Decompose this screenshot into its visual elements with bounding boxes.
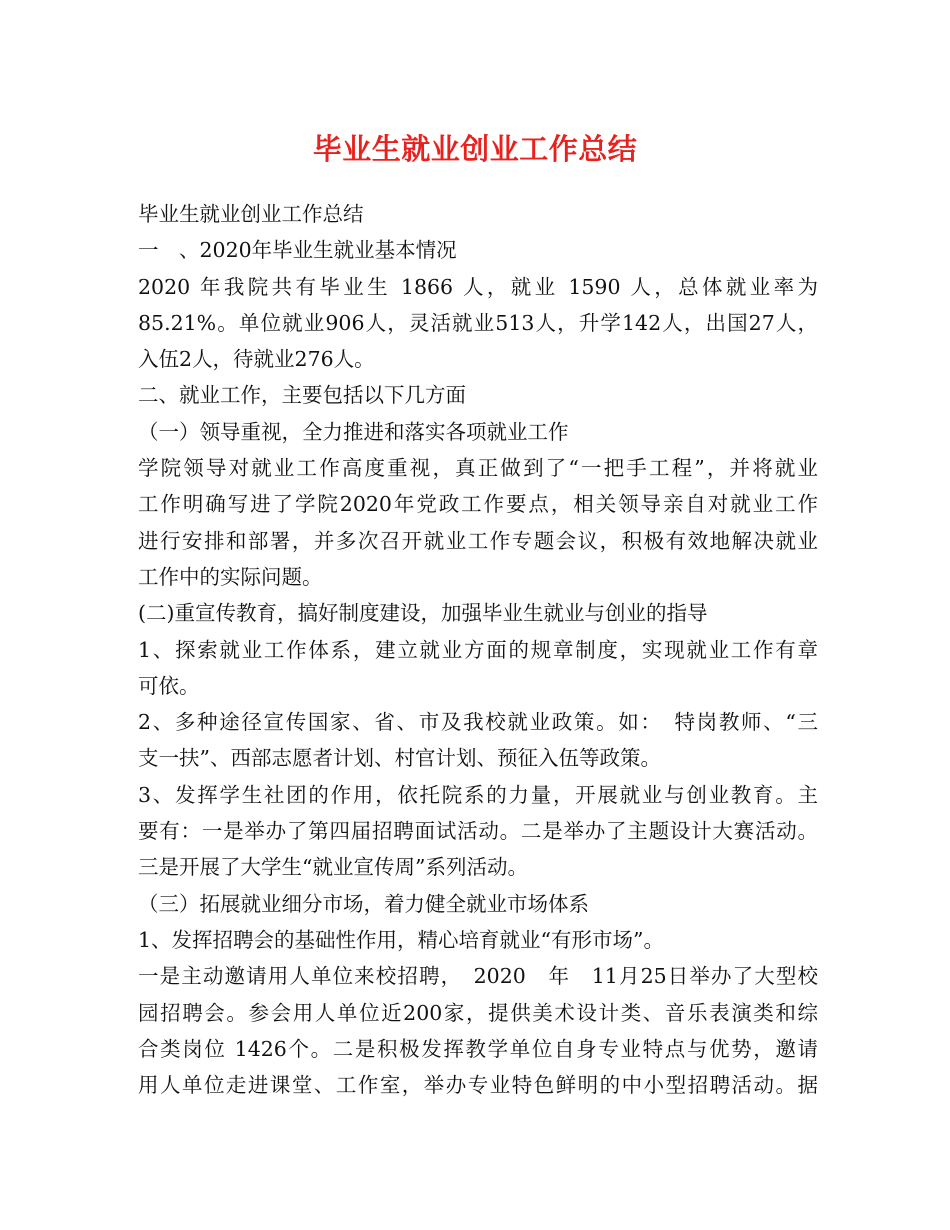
subtitle-line: 毕业生就业创业工作总结	[138, 202, 364, 226]
paragraph-line: 可依。	[138, 673, 200, 698]
paragraph-line: 用人单位走进课堂、工作室，举办专业特色鲜明的中小型招聘活动。据	[138, 1073, 818, 1098]
paragraph-line: 合类岗位 1426个。二是积极发挥教学单位自身专业特点与优势，邀请	[138, 1036, 818, 1061]
paragraph-line: 1、探索就业工作体系，建立就业方面的规章制度，实现就业工作有章	[138, 637, 818, 662]
paragraph-line: 学院领导对就业工作高度重视，真正做到了“一把手工程”，并将就业	[138, 456, 818, 481]
paragraph-line: 三是开展了大学生“就业宣传周”系列活动。	[138, 855, 528, 880]
document-body	[138, 196, 818, 1103]
subsection-heading: (二)重宣传教育，搞好制度建设，加强毕业生就业与创业的指导	[138, 601, 708, 626]
paragraph-line: 工作中的实际问题。	[138, 564, 323, 589]
section-heading: 二、就业工作，主要包括以下几方面	[138, 383, 466, 408]
document-title: 毕业生就业创业工作总结	[312, 132, 638, 166]
paragraph-line: 进行安排和部署，并多次召开就业工作专题会议，积极有效地解决就业	[138, 528, 818, 553]
paragraph-line: 要有：一是举办了第四届招聘面试活动。二是举办了主题设计大赛活动。	[138, 819, 818, 844]
paragraph-line: 85.21%。单位就业906人，灵活就业513人，升学142人，出国27人，	[138, 310, 818, 335]
paragraph-line: 入伍2人，待就业276人。	[138, 347, 375, 372]
paragraph-line: 1、发挥招聘会的基础性作用，精心培育就业“有形市场”。	[138, 927, 665, 952]
paragraph-line: 2020 年我院共有毕业生 1866 人，就业 1590 人，总体就业率为	[138, 274, 818, 299]
paragraph-line: 园招聘会。参会用人单位近200家，提供美术设计类、音乐表演类和综	[138, 1000, 818, 1025]
section-heading: 一 、2020年毕业生就业基本情况	[138, 238, 457, 263]
subsection-heading: （一）领导重视，全力推进和落实各项就业工作	[138, 419, 569, 444]
paragraph-line: 2、多种途径宣传国家、省、市及我校就业政策。如： 特岗教师、“三	[138, 710, 818, 735]
paragraph-line: 一是主动邀请用人单位来校招聘， 2020 年 11月25日举办了大型校	[138, 964, 818, 989]
paragraph-line: 工作明确写进了学院2020年党政工作要点，相关领导亲自对就业工作	[138, 492, 818, 517]
paragraph-line: 3、发挥学生社团的作用，依托院系的力量，开展就业与创业教育。主	[138, 782, 818, 807]
paragraph-line: 支一扶”、西部志愿者计划、村官计划、预征入伍等政策。	[138, 746, 661, 771]
subsection-heading: （三）拓展就业细分市场，着力健全就业市场体系	[138, 891, 589, 916]
